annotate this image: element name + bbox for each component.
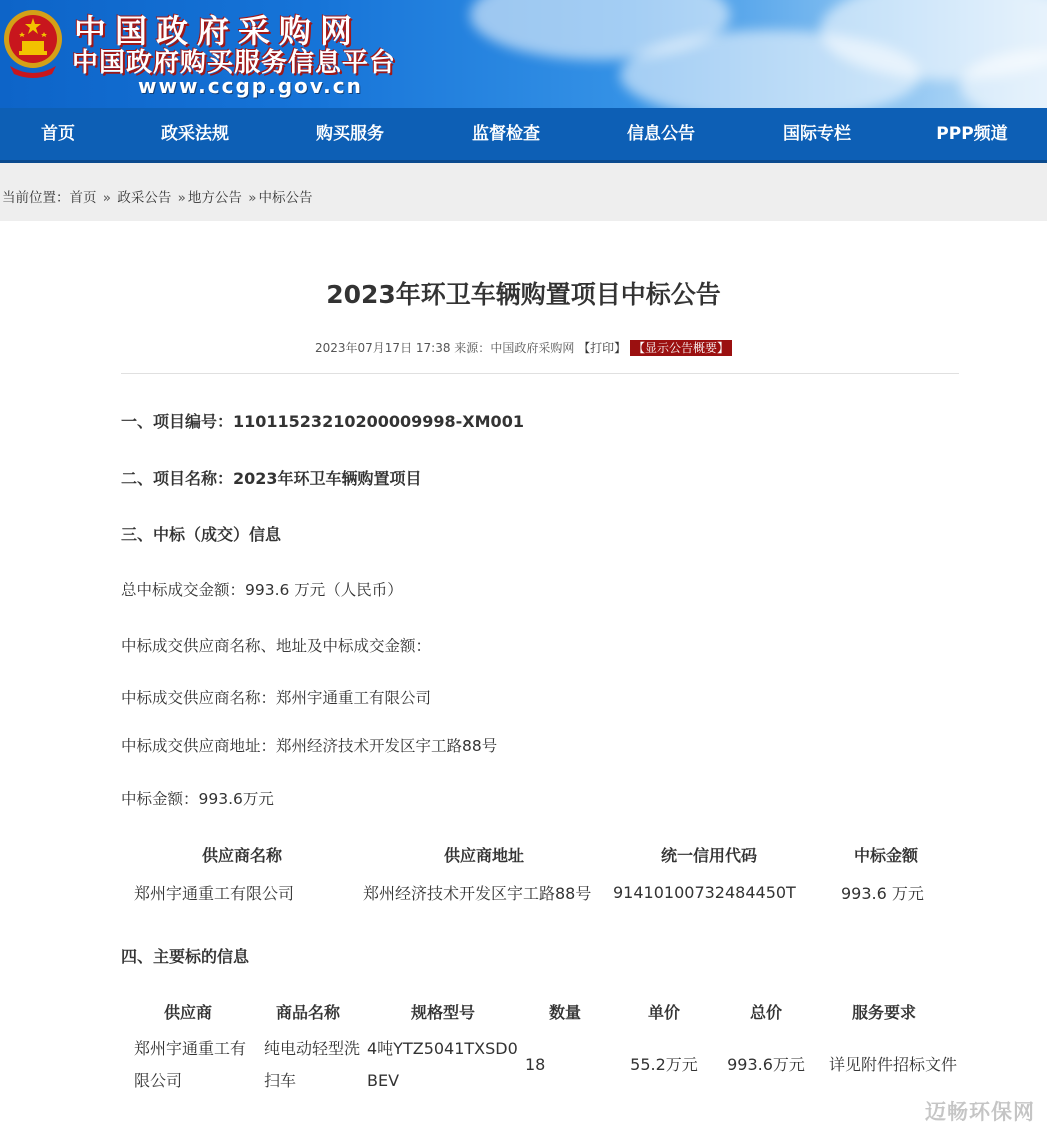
table-cell: 18 [525,1055,546,1074]
section-project-name: 二、项目名称：2023年环卫车辆购置项目 [121,469,422,488]
breadcrumb-separator: » [248,190,257,206]
print-link[interactable]: 【打印】 [578,341,627,355]
table-header: 数量 [548,1002,581,1022]
national-emblem-icon [2,8,64,78]
article-datetime: 2023年07月17日 17:38 [314,341,451,355]
breadcrumb-local[interactable]: 地方公告 [187,190,242,206]
table-cell: 55.2万元 [630,1055,698,1074]
table-row [121,1029,959,1101]
watermark: 迈畅环保网 [925,1100,1035,1124]
breadcrumb-separator: » [177,190,186,206]
title-divider [121,373,959,374]
table-cell: 郑州宇通重工有限公司 [134,1039,247,1090]
supplier-name: 中标成交供应商名称：郑州宇通重工有限公司 [121,689,432,707]
section-project-number: 一、项目编号：11011523210200009998-XM001 [121,412,524,431]
nav-regulations[interactable]: 政采法规 [161,124,229,144]
breadcrumb [0,163,1047,221]
article-meta [0,339,1047,356]
header-banner [0,0,1047,108]
nav-announcements[interactable]: 信息公告 [627,124,695,144]
site-url[interactable]: www.ccgp.gov.cn [138,74,363,98]
table-header: 统一信用代码 [660,845,757,865]
supplier-intro: 中标成交供应商名称、地址及中标成交金额： [121,637,432,655]
table-cell: 993.6万元 [727,1055,805,1074]
nav-purchase-services[interactable]: 购买服务 [316,124,384,144]
table-header: 总价 [749,1002,782,1022]
table-header: 规格型号 [410,1002,475,1022]
table-header: 单价 [647,1002,680,1022]
supplier-table [121,836,959,912]
breadcrumb-separator: » [102,190,112,206]
breadcrumb-home[interactable]: 首页 [69,190,97,206]
table-row [121,872,959,912]
table-header: 供应商名称 [201,845,282,865]
table-cell: 郑州宇通重工有限公司 [134,883,295,903]
article-source: 中国政府采购网 [490,341,575,355]
nav-supervision[interactable]: 监督检查 [472,124,540,144]
items-table [121,993,959,1101]
breadcrumb-prefix: 当前位置： [2,190,70,206]
breadcrumb-award[interactable]: 中标公告 [258,190,313,206]
total-award-amount: 总中标成交金额：993.6 万元（人民币） [121,581,403,599]
table-header: 中标金额 [853,845,918,865]
site-title: 中国政府采购网 [74,12,362,50]
table-cell: 郑州经济技术开发区宇工路88号 [363,883,592,903]
table-cell: 91410100732484450T [613,882,796,902]
table-header: 供应商 [163,1002,212,1022]
table-header: 供应商地址 [443,845,524,865]
nav-international[interactable]: 国际专栏 [783,124,851,144]
nav-home[interactable]: 首页 [41,124,75,144]
table-cell: 详见附件招标文件 [829,1055,958,1074]
table-header: 商品名称 [275,1002,340,1022]
table-cell: 纯电动轻型洗扫车 [264,1039,361,1090]
supplier-address: 中标成交供应商地址：郑州经济技术开发区宇工路88号 [121,737,498,755]
show-summary-button[interactable]: 【显示公告概要】 [630,340,732,356]
nav-ppp[interactable]: PPP频道 [936,124,1008,144]
table-cell: 993.6 万元 [841,883,924,903]
award-amount: 中标金额：993.6万元 [121,790,274,808]
main-nav [0,108,1047,163]
article-title: 2023年环卫车辆购置项目中标公告 [326,280,721,309]
table-header-row [121,993,959,1029]
breadcrumb-procurement[interactable]: 政采公告 [117,190,172,206]
section-main-items: 四、主要标的信息 [121,947,250,966]
table-header: 服务要求 [851,1002,916,1022]
section-award-info: 三、中标（成交）信息 [121,525,282,544]
site-subtitle: 中国政府购买服务信息平台 [72,48,397,78]
table-header-row [121,836,959,872]
article-source-label: 来源： [454,341,491,355]
table-cell: 4吨YTZ5041TXSD0BEV [367,1039,518,1090]
